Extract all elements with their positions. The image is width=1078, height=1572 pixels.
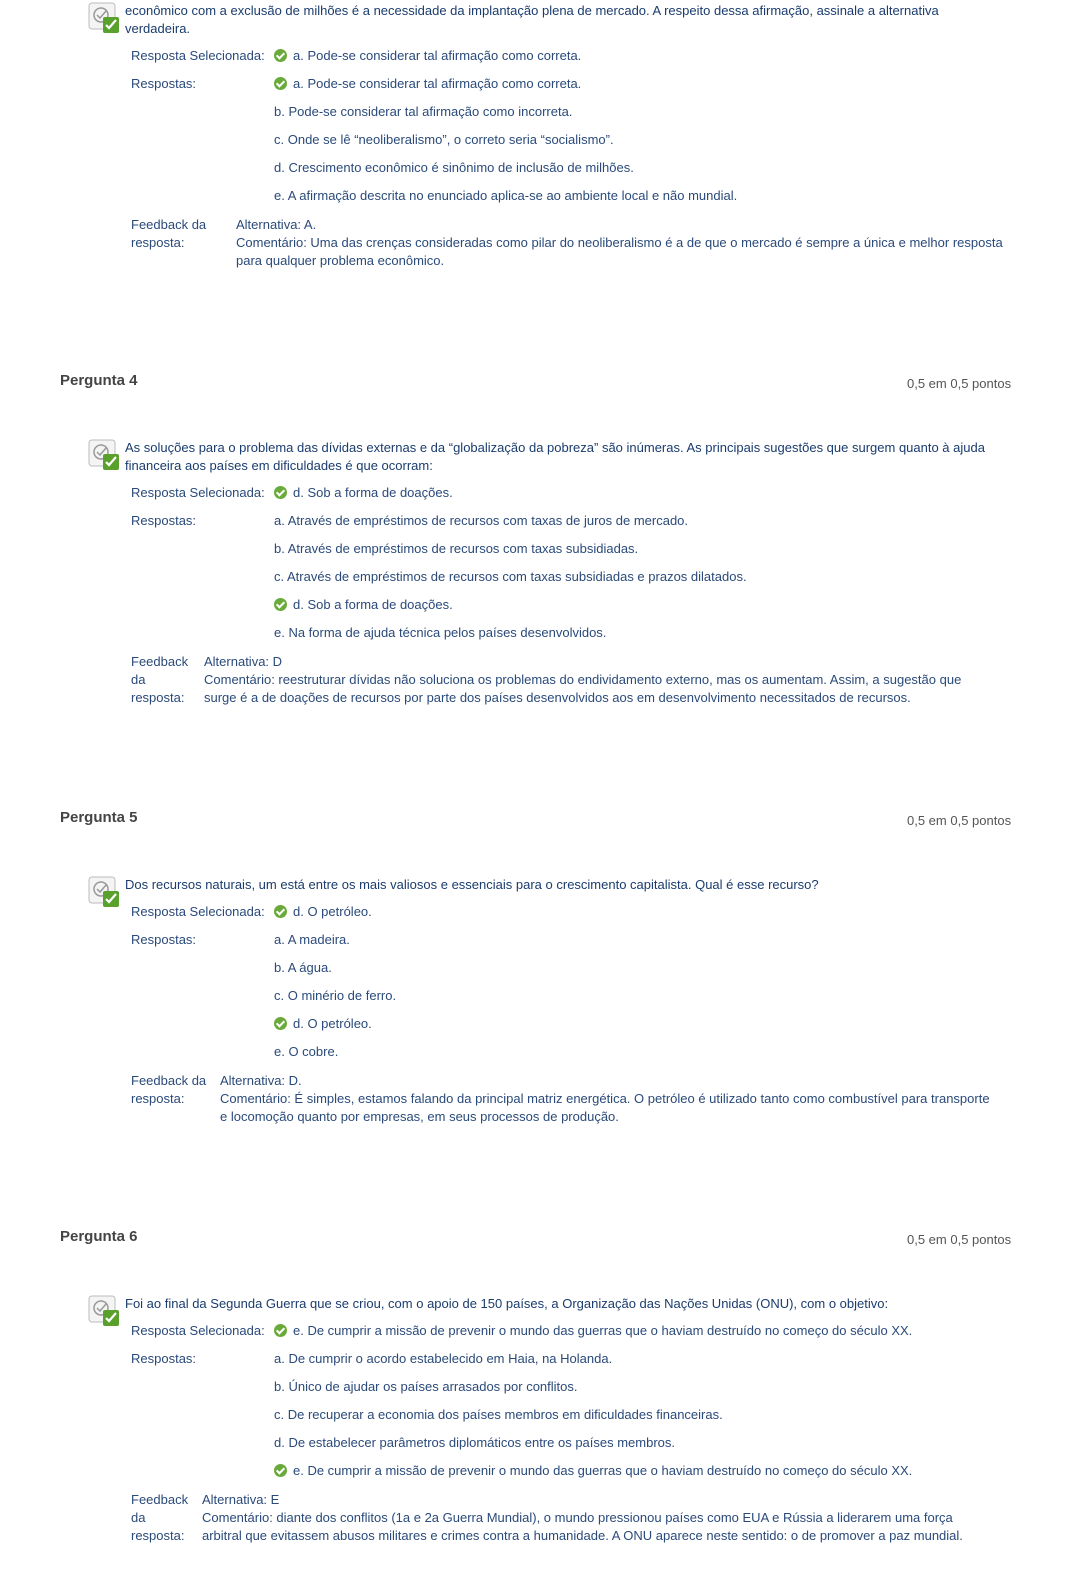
answer-option: b. A água. xyxy=(274,960,332,975)
question-statement: As soluções para o problema das dívidas externas e da “globalização da pobreza” são inúmeras. As principais sugestões que surgem quanto à ajuda financeira aos países em dificuldades é que ocorram: xyxy=(125,440,985,473)
answer-option: e. A afirmação descrita no enunciado aplica-se ao ambiente local e não mundial. xyxy=(274,188,738,203)
selected-answer-label: Resposta Selecionada: xyxy=(131,48,265,63)
answer-option: a. A madeira. xyxy=(274,932,350,947)
answer-option: c. O minério de ferro. xyxy=(274,988,397,1003)
answers-label: Respostas: xyxy=(131,513,197,528)
selected-answer: e. De cumprir a missão de prevenir o mundo das guerras que o haviam destruído no começo do século XX. xyxy=(274,1322,912,1340)
question-title: Pergunta 6 xyxy=(60,1228,138,1245)
answer-option: c. Através de empréstimos de recursos com taxas subsidiadas e prazos dilatados. xyxy=(274,569,747,584)
correct-check-icon xyxy=(274,598,287,611)
answer-option: e. O cobre. xyxy=(274,1044,339,1059)
answer-option: d. O petróleo. xyxy=(274,1015,372,1033)
question-score: 0,5 em 0,5 pontos xyxy=(907,813,1012,828)
answer-option: b. Pode-se considerar tal afirmação como incorreta. xyxy=(274,104,573,119)
correct-check-icon xyxy=(274,486,287,499)
selected-answer: d. O petróleo. xyxy=(274,903,372,921)
feedback-label: Feedback da resposta: xyxy=(131,1492,189,1543)
answer-option: c. Onde se lê “neoliberalismo”, o correto seria “socialismo”. xyxy=(274,132,614,147)
correct-check-icon xyxy=(274,77,287,90)
answer-option: a. De cumprir o acordo estabelecido em Haia, na Holanda. xyxy=(274,1351,613,1366)
question-statement: Dos recursos naturais, um está entre os mais valiosos e essenciais para o crescimento capitalista. Qual é esse recurso? xyxy=(125,877,819,892)
correct-check-icon xyxy=(274,1324,287,1337)
question-score: 0,5 em 0,5 pontos xyxy=(907,376,1012,391)
question-statement: econômico com a exclusão de milhões é a necessidade da implantação plena de mercado. A respeito dessa afirmação, assinale a alternativa verdadeira. xyxy=(125,3,939,36)
answer-option: d. De estabelecer parâmetros diplomáticos entre os países membros. xyxy=(274,1435,676,1450)
feedback-text: Alternativa: D Comentário: reestruturar dívidas não soluciona os problemas do endividamento externo, mas os aumentam. Assim, a sugestão que surge é a de doações de recursos por parte dos países desenvolvidos aos em desenvolvimento necessitados de recursos. xyxy=(204,654,962,705)
question-title: Pergunta 4 xyxy=(60,372,138,389)
answer-option: d. Sob a forma de doações. xyxy=(274,596,453,614)
feedback-label: Feedback da resposta: xyxy=(131,654,189,705)
question-correct-icon xyxy=(88,876,120,908)
answers-label: Respostas: xyxy=(131,1351,197,1366)
answer-option: d. Crescimento econômico é sinônimo de inclusão de milhões. xyxy=(274,160,634,175)
question-score: 0,5 em 0,5 pontos xyxy=(907,1232,1012,1247)
question-correct-icon xyxy=(88,2,120,34)
selected-answer-label: Resposta Selecionada: xyxy=(131,1323,265,1338)
answer-option: a. Pode-se considerar tal afirmação como correta. xyxy=(274,75,581,93)
feedback-text: Alternativa: A. Comentário: Uma das crenças consideradas como pilar do neoliberalismo é a de que o mercado é sempre a única e melhor resposta para qualquer problema econômico. xyxy=(236,217,1003,268)
question-correct-icon xyxy=(88,1295,120,1327)
answer-option: e. Na forma de ajuda técnica pelos países desenvolvidos. xyxy=(274,625,607,640)
feedback-text: Alternativa: D. Comentário: É simples, estamos falando da principal matriz energética. O petróleo é utilizado tanto como combustível para transporte e locomoção quanto por empresas, em seus processos de produção. xyxy=(220,1073,990,1124)
answers-label: Respostas: xyxy=(131,76,197,91)
question-title: Pergunta 5 xyxy=(60,809,138,826)
answer-option: c. De recuperar a economia dos países membros em dificuldades financeiras. xyxy=(274,1407,723,1422)
feedback-label: Feedback da resposta: xyxy=(131,1073,207,1106)
answer-option: b. Através de empréstimos de recursos com taxas subsidiadas. xyxy=(274,541,639,556)
correct-check-icon xyxy=(274,49,287,62)
selected-answer: a. Pode-se considerar tal afirmação como correta. xyxy=(274,47,581,65)
answer-option: e. De cumprir a missão de prevenir o mundo das guerras que o haviam destruído no começo do século XX. xyxy=(274,1462,912,1480)
selected-answer-label: Resposta Selecionada: xyxy=(131,904,265,919)
question-statement: Foi ao final da Segunda Guerra que se criou, com o apoio de 150 países, a Organização das Nações Unidas (ONU), com o objetivo: xyxy=(125,1296,889,1311)
feedback-label: Feedback da resposta: xyxy=(131,217,207,250)
correct-check-icon xyxy=(274,1017,287,1030)
answers-label: Respostas: xyxy=(131,932,197,947)
answer-option: b. Único de ajudar os países arrasados por conflitos. xyxy=(274,1379,578,1394)
correct-check-icon xyxy=(274,905,287,918)
correct-check-icon xyxy=(274,1464,287,1477)
feedback-text: Alternativa: E Comentário: diante dos conflitos (1a e 2a Guerra Mundial), o mundo pressionou países como EUA e Rússia a liderarem uma força arbitral que evitassem abusos militares e crimes contra a humanidade. A ONU aparece neste sentido: o de promover a paz mundial. xyxy=(202,1492,963,1543)
answer-option: a. Através de empréstimos de recursos com taxas de juros de mercado. xyxy=(274,513,689,528)
selected-answer-label: Resposta Selecionada: xyxy=(131,485,265,500)
question-correct-icon xyxy=(88,439,120,471)
selected-answer: d. Sob a forma de doações. xyxy=(274,484,453,502)
